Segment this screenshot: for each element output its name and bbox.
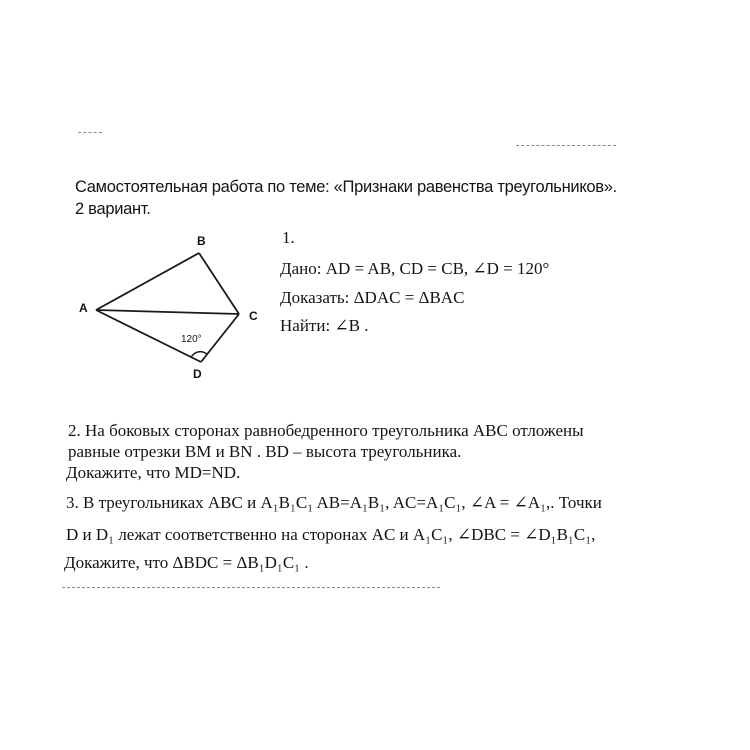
variant-label: 2 вариант. <box>75 200 151 218</box>
task3-line2: D и D₁ лежат соответственно на сторонах AC и A₁C₁, ∠DBC = ∠D₁B₁C₁, <box>66 525 596 544</box>
worksheet-title: Самостоятельная работа по теме: «Признаки равенства треугольников». <box>75 178 617 196</box>
angle-d-label: 120° <box>181 334 202 345</box>
quadrilateral-figure <box>80 240 260 390</box>
task1-number: 1. <box>282 228 295 247</box>
task2-line1: 2. На боковых сторонах равнобедренного треугольника ABC отложены <box>68 421 584 440</box>
side-bc <box>199 253 239 314</box>
task2-line3: Докажите, что MD=ND. <box>66 463 241 482</box>
task1-prove: Доказать: ΔDAC = ΔBAC <box>280 288 465 307</box>
task3-line1: 3. В треугольниках ABC и A₁B₁C₁ AB=A₁B₁, AC=A₁C₁, ∠A = ∠A₁,. Точки <box>66 493 602 512</box>
top-left-rule <box>78 132 102 133</box>
vertex-c-label: C <box>249 309 258 323</box>
side-dc <box>201 314 239 362</box>
vertex-b-label: B <box>197 234 206 248</box>
diagonal-ac <box>96 310 239 314</box>
top-right-rule <box>516 145 616 146</box>
task1-given: Дано: AD = AB, CD = CB, ∠D = 120° <box>280 259 550 278</box>
task1-find: Найти: ∠B . <box>280 316 369 335</box>
vertex-a-label: A <box>79 301 88 315</box>
vertex-d-label: D <box>193 367 202 381</box>
task3-line3: Докажите, что ΔBDC = ΔB₁D₁C₁ . <box>64 553 309 572</box>
side-ab <box>96 253 199 310</box>
bottom-rule <box>62 587 440 588</box>
task2-line2: равные отрезки BM и BN . BD – высота треугольника. <box>68 442 462 461</box>
